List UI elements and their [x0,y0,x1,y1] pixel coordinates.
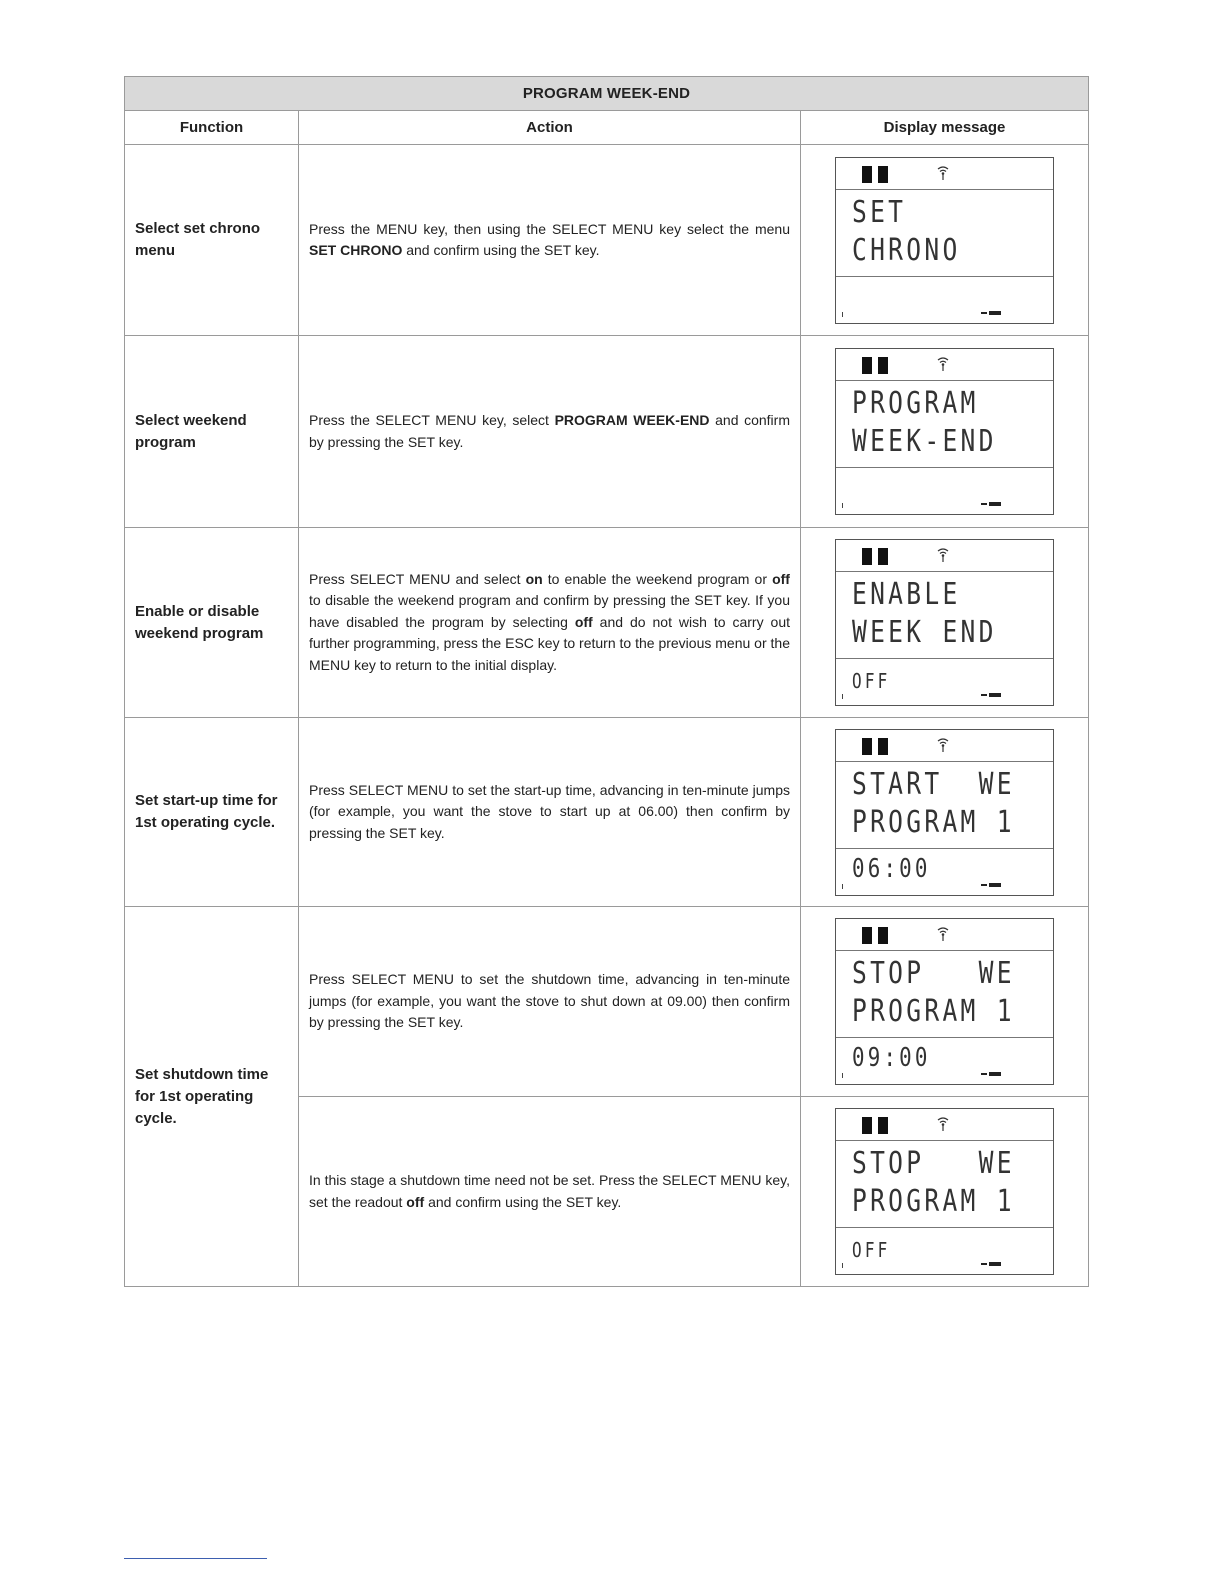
action-cell [299,336,801,528]
function-cell: Select set chrono menu [125,145,299,336]
lcd-line-1: PROGRAM [852,386,979,421]
battery-bars-icon [878,166,888,183]
table-row [125,907,1089,1097]
display-cell [801,907,1089,1097]
signal-icon [936,356,950,372]
action-cell [299,718,801,907]
lcd-display [835,348,1054,515]
action-text: and confirm using the SET key. [402,242,600,258]
battery-bars-icon [862,927,872,944]
lcd-display [835,729,1054,896]
lcd-display [835,539,1054,706]
lcd-dash-icon [981,311,1001,315]
lcd-line-2: PROGRAM 1 [852,994,1015,1029]
program-weekend-table [124,76,1089,1287]
lcd-dash-icon [981,883,1001,887]
battery-bars-icon [878,357,888,374]
table-title: PROGRAM WEEK-END [125,77,1089,111]
lcd-text-area [836,1141,1053,1228]
lcd-status-bar [836,540,1053,572]
lcd-dash-icon [981,693,1001,697]
table-row [125,145,1089,336]
lcd-tick-mark [842,1073,843,1078]
signal-icon [936,1116,950,1132]
lcd-display [835,157,1054,324]
lcd-text-area [836,381,1053,468]
lcd-status-bar [836,158,1053,190]
lcd-status-bar [836,919,1053,951]
lcd-status-bar [836,1109,1053,1141]
lcd-value-area [836,276,1053,323]
lcd-text-area [836,572,1053,659]
signal-icon [936,547,950,563]
lcd-line-2: WEEK-END [852,424,997,459]
action-bold-text: on [525,570,543,587]
table-row [125,336,1089,528]
lcd-line-1: START WE [852,766,1015,802]
lcd-dash-icon [981,1072,1001,1076]
lcd-text-area [836,951,1053,1038]
header-function: Function [125,111,299,145]
header-action: Action [299,111,801,145]
action-cell [299,145,801,336]
action-text: Press the SELECT MENU key, select [309,412,555,428]
display-cell [801,145,1089,336]
battery-bars-icon [878,927,888,944]
lcd-line-1: STOP WE [852,1146,1015,1181]
action-bold-text: PROGRAM WEEK-END [554,412,710,428]
battery-bars-icon [878,738,888,755]
action-cell [299,1097,801,1287]
lcd-value-area [836,848,1053,895]
display-cell [801,718,1089,907]
action-cell [299,528,801,718]
lcd-tick-mark [842,503,843,508]
lcd-tick-mark [842,312,843,317]
action-bold-text: off [772,570,790,587]
display-cell [801,336,1089,528]
lcd-text-area [836,190,1053,277]
lcd-value-area [836,658,1053,705]
signal-icon [936,737,950,753]
battery-bars-icon [862,738,872,755]
lcd-line-1: STOP WE [852,956,1015,991]
lcd-tick-mark [842,1263,843,1268]
lcd-line-2: CHRONO [852,232,961,268]
action-text: In this stage a shutdown time need not be set. Press the SELECT MENU key, set the readout [309,1172,790,1210]
lcd-status-bar [836,349,1053,381]
action-text: and do not wish to carry out further programming, press the ESC key to return to the previous menu or the MENU key to return to the initial display. [309,613,790,673]
function-cell: Enable or disable weekend program [125,528,299,718]
lcd-line-2: PROGRAM 1 [852,804,1015,840]
battery-bars-icon [862,1117,872,1134]
action-text: to enable the weekend program or [542,570,773,587]
table-row [125,718,1089,907]
action-text: and confirm by pressing the SET key. [309,412,790,450]
lcd-value-area [836,1037,1053,1084]
lcd-line-2: WEEK END [852,615,997,650]
battery-bars-icon [862,166,872,183]
signal-icon [936,926,950,942]
battery-bars-icon [862,357,872,374]
action-text: to disable the weekend program and confirm by pressing the SET key. If you have disabled the program by selecting [309,592,790,630]
action-cell [299,907,801,1097]
action-bold-text: off [574,613,593,630]
lcd-value: 06:00 [852,853,931,884]
display-cell [801,528,1089,718]
lcd-value-area [836,1227,1053,1274]
lcd-value-area [836,467,1053,514]
lcd-dash-icon [981,502,1001,506]
function-cell: Set shutdown time for 1st operating cycle. [125,907,299,1287]
lcd-value: OFF [852,1238,891,1262]
lcd-line-1: SET [852,194,907,230]
action-text: Press the MENU key, then using the SELECT MENU key select the menu [309,220,790,237]
lcd-text-area [836,762,1053,849]
action-text: Press SELECT MENU and select [309,570,526,587]
action-text: and confirm using the SET key. [424,1193,622,1210]
lcd-display [835,918,1054,1085]
action-text: Press SELECT MENU to set the start-up time, advancing in ten-minute jumps (for example, you want the stove to start up at 06.00) then confirm by pressing the SET key. [309,781,790,841]
battery-bars-icon [878,548,888,565]
header-display: Display message [801,111,1089,145]
lcd-value: OFF [852,669,891,693]
lcd-status-bar [836,730,1053,762]
lcd-line-1: ENABLE [852,577,961,612]
footer-rule [124,1558,267,1559]
battery-bars-icon [862,548,872,565]
table-row [125,528,1089,718]
action-bold-text: SET CHRONO [309,242,403,258]
function-cell: Select weekend program [125,336,299,528]
lcd-value: 09:00 [852,1043,931,1073]
function-cell: Set start-up time for 1st operating cycle. [125,718,299,907]
action-bold-text: off [406,1193,425,1210]
action-text: Press SELECT MENU to set the shutdown time, advancing in ten-minute jumps (for example, you want the stove to shut down at 09.00) then confirm by pressing the SET key. [309,971,790,1030]
signal-icon [936,165,950,181]
lcd-tick-mark [842,884,843,889]
lcd-dash-icon [981,1262,1001,1266]
battery-bars-icon [878,1117,888,1134]
lcd-display [835,1108,1054,1275]
lcd-line-2: PROGRAM 1 [852,1184,1015,1219]
display-cell [801,1097,1089,1287]
lcd-tick-mark [842,694,843,699]
